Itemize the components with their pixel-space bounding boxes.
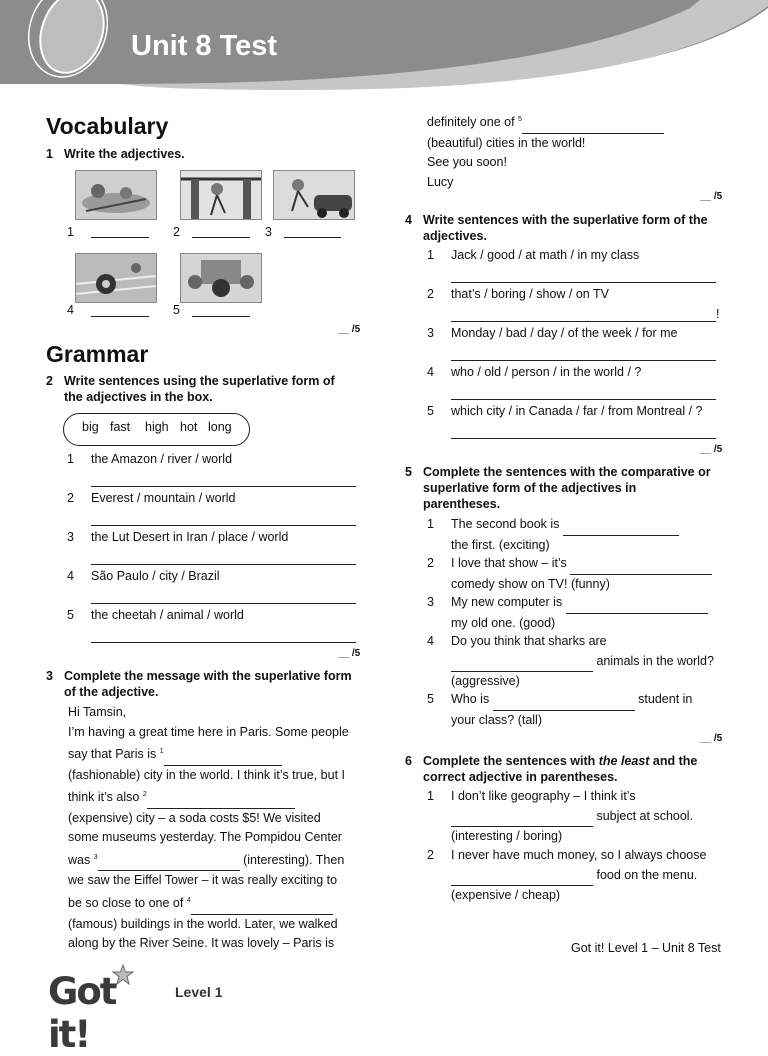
answer-line[interactable] xyxy=(91,237,149,238)
q5-item-4: Do you think that sharks are animals in the world? (aggressive) xyxy=(451,634,714,688)
answer-blank[interactable] xyxy=(191,894,333,915)
q4-item-text: who / old / person / in the world / ? xyxy=(451,365,642,379)
word: big xyxy=(82,420,99,434)
score-q1: __ /5 xyxy=(338,324,361,335)
vocabulary-heading: Vocabulary xyxy=(46,113,169,139)
q4-instruction: 4 Write sentences with the superlative form of the adjectives. xyxy=(405,213,708,243)
score-q3: __ /5 xyxy=(700,191,723,202)
answer-line[interactable] xyxy=(451,399,716,400)
answer-blank[interactable] xyxy=(451,807,593,828)
q6-item-1: I don’t like geography – I think it’s subject at school. (interesting / boring) xyxy=(451,789,694,843)
answer-line[interactable] xyxy=(451,360,716,361)
q4-item-number: 3 xyxy=(427,326,434,340)
answer-blank[interactable] xyxy=(451,866,593,887)
answer-line[interactable] xyxy=(91,564,356,565)
q4-item-text: Jack / good / at math / in my class xyxy=(451,248,640,262)
q2-item-number: 1 xyxy=(67,452,74,466)
q2-item-number: 3 xyxy=(67,530,74,544)
q2-item-number: 2 xyxy=(67,491,74,505)
answer-line[interactable] xyxy=(91,525,356,526)
q5-item-number: 5 xyxy=(427,692,434,706)
q6-instruction: 6 Complete the sentences with the least and the correct adjective in parentheses. xyxy=(405,754,698,784)
q4-item-text: which city / in Canada / far / from Montreal / ? xyxy=(451,404,703,418)
q3-message: Hi Tamsin, I’m having a great time here in Paris. Some people say that Paris is $^1$ (fashionable) city in the world. I think it’s true, but I think it’s also $^2$ (expensive) city – a soda costs $5! We visited some museums yesterday. The Pompidou Center was $^3$ (interesting). Then we saw the Eiffel Tower – it was really exciting to be so close to one of $^4$ (famous) buildings in the world. Later, we walked along by the River Seine. It was lovely – Paris is xyxy=(68,705,349,951)
picture-3 xyxy=(273,170,355,220)
answer-blank[interactable] xyxy=(566,593,708,614)
q6-item-number: 1 xyxy=(427,789,434,803)
answer-line[interactable] xyxy=(91,486,356,487)
answer-blank[interactable] xyxy=(147,788,295,809)
q2-instruction: 2 Write sentences using the superlative form of the adjectives in the box. xyxy=(46,374,335,404)
answer-blank[interactable] xyxy=(522,113,664,134)
answer-line[interactable] xyxy=(451,282,716,283)
q2-item-text: the Amazon / river / world xyxy=(91,452,233,466)
grammar-heading: Grammar xyxy=(46,341,149,367)
answer-blank[interactable] xyxy=(563,515,679,536)
answer-line[interactable] xyxy=(91,603,356,604)
q5-item-number: 3 xyxy=(427,595,434,609)
q2-item-text: Everest / mountain / world xyxy=(91,491,236,505)
picture-label-1: 1 xyxy=(67,225,74,239)
word: fast xyxy=(110,420,131,434)
q2-item-text: the cheetah / animal / world xyxy=(91,608,244,622)
word: long xyxy=(208,420,232,434)
answer-line[interactable] xyxy=(91,316,149,317)
picture-label-3: 3 xyxy=(265,225,272,239)
q6-item-2: I never have much money, so I always choose food on the menu. (expensive / cheap) xyxy=(451,848,707,902)
q1-instruction: 1 Write the adjectives. xyxy=(46,147,185,161)
word: hot xyxy=(180,420,198,434)
answer-blank[interactable] xyxy=(98,851,240,872)
q4-item-end-mark: ! xyxy=(716,307,720,321)
q5-item-number: 2 xyxy=(427,556,434,570)
q5-item-number: 4 xyxy=(427,634,434,648)
answer-line[interactable] xyxy=(451,438,716,439)
q4-item-number: 1 xyxy=(427,248,434,262)
q2-item-number: 4 xyxy=(67,569,74,583)
q5-item-3: My new computer is my old one. (good) xyxy=(451,593,731,633)
got-it-logo: Got it! xyxy=(46,964,166,1016)
q2-item-text: São Paulo / city / Brazil xyxy=(91,569,220,583)
q4-item-text: that’s / boring / show / on TV xyxy=(451,287,609,301)
answer-blank[interactable] xyxy=(493,690,635,711)
picture-label-4: 4 xyxy=(67,303,74,317)
q2-item-number: 5 xyxy=(67,608,74,622)
score-q4: __ /5 xyxy=(700,444,723,455)
q5-item-5: Who is student in your class? (tall) xyxy=(451,692,693,727)
q2-item-text: the Lut Desert in Iran / place / world xyxy=(91,530,289,544)
q4-item-text: Monday / bad / day / of the week / for me xyxy=(451,326,678,340)
q3-message-continued: definitely one of $^5$ (beautiful) cities in the world! See you soon! Lucy xyxy=(427,110,727,192)
picture-label-2: 2 xyxy=(173,225,180,239)
picture-2 xyxy=(180,170,262,220)
q5-item-1: The second book is the first. (exciting) xyxy=(451,515,731,555)
answer-line[interactable] xyxy=(192,316,250,317)
q4-item-number: 4 xyxy=(427,365,434,379)
q5-item-2: I love that show – it’s comedy show on TV! (funny) xyxy=(451,554,731,594)
score-q2: __ /5 xyxy=(338,648,361,659)
word-box xyxy=(63,413,250,446)
picture-1 xyxy=(75,170,157,220)
picture-4 xyxy=(75,253,157,303)
answer-line[interactable] xyxy=(284,237,341,238)
q6-item-number: 2 xyxy=(427,848,434,862)
answer-line[interactable] xyxy=(91,642,356,643)
answer-blank[interactable] xyxy=(570,554,712,575)
header-banner xyxy=(0,0,768,100)
page-title: Unit 8 Test xyxy=(131,30,278,62)
q3-instruction: 3 Complete the message with the superlative form of the adjective. xyxy=(46,669,352,699)
level-label: Level 1 xyxy=(175,984,223,1000)
answer-line[interactable] xyxy=(451,321,716,322)
score-q5: __ /5 xyxy=(700,733,723,744)
answer-line[interactable] xyxy=(192,237,250,238)
q5-instruction: 5 Complete the sentences with the comparative or superlative form of the adjectives in parentheses. xyxy=(405,465,711,511)
picture-5 xyxy=(180,253,262,303)
picture-label-5: 5 xyxy=(173,303,180,317)
q4-item-number: 2 xyxy=(427,287,434,301)
word: high xyxy=(145,420,169,434)
answer-blank[interactable] xyxy=(451,652,593,673)
answer-blank[interactable] xyxy=(164,745,282,766)
q4-item-number: 5 xyxy=(427,404,434,418)
footer-text: Got it! Level 1 – Unit 8 Test xyxy=(571,941,721,955)
q5-item-number: 1 xyxy=(427,517,434,531)
